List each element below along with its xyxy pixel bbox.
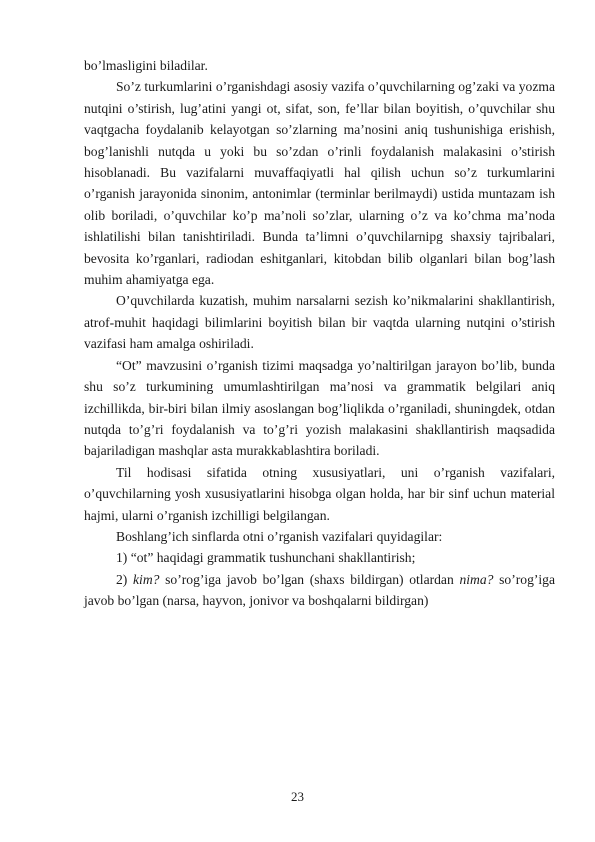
list-item: 1) “ot” haqidagi grammatik tushunchani shakllantirish;: [116, 550, 416, 566]
paragraph: Boshlang’ich sinflarda otni o’rganish vazifalari quyidagilar:: [116, 528, 443, 544]
paragraph: Til hodisasi sifatida otning xususiyatlari, uni o’rganish vazifalari, o’quvchilarning yosh xususiyatlarini hisobga olgan holda, har bir sinf uchun material hajmi, ularni o’rganish izchilligi belgilangan.: [84, 464, 555, 523]
emphasis-question: kim?: [133, 571, 160, 587]
text-run: so’rog’iga javob bo’lgan (shaxs bildirgan) otlardan: [165, 571, 454, 587]
paragraph-continuation: bo’lmasligini biladilar.: [84, 58, 208, 73]
document-body: [84, 55, 555, 612]
page-number: 23: [291, 789, 304, 804]
paragraph: O’quvchilarda kuzatish, muhim narsalarni sezish ko’nikmalarini shakllantirish, atrof-muhit haqidagi bilimlarini boyitish bilan bir vaqtda ularning nutqini o’stirish vazifasi ham amalga oshiriladi.: [84, 293, 555, 352]
text-run: so’rog’iga javob bo’lgan (narsa, hayvon, jonivor va boshqalarni bildirgan): [84, 571, 555, 609]
paragraph: “Ot” mavzusini o’rganish tizimi maqsadga yo’naltirilgan jarayon bo’lib, bunda shu so’z turkumining umumlashtirilgan ma’nosi va grammatik belgilari aniq izchillikda, bir-biri bilan ilmiy asoslangan bog’liqlikda o’rganiladi, shuningdek, otdan nutqda to’g’ri foydalanish va to’g’ri yozish malakasini shakllantirish maqsadida bajariladigan mashqlar asta murakkablashtira boriladi.: [84, 357, 555, 459]
emphasis-question: nima?: [459, 571, 494, 587]
list-item: [84, 569, 555, 612]
list-number: 2): [116, 571, 128, 587]
paragraph: So’z turkumlarini o’rganishdagi asosiy vazifa o’quvchilarning og’zaki va yozma nutqini o’stirish, lug’atini yangi ot, sifat, son, fe’llar bilan boyitish, o’quvchilar shu vaqtgacha foydalanib kelayotgan so’zlarning ma’nosini aniq tushunishiga erishish, bog’lanishli nutqda u yoki bu so’zdan o’rinli foydalanish malakasini o’stirish hisoblanadi. Bu vazifalarni muvaffaqiyatli hal qilish uchun so’z turkumlarini o’rganish jarayonida sinonim, antonimlar (terminlar berilmaydi) ustida muntazam ish olib boriladi, o’quvchilar ko’p ma’noli so’zlar, ularning o’z va ko’chma ma’noda ishlatilishi bilan tanishtiriladi. Bunda ta’limni o’quvchilarnipg shaxsiy tajribalari, bevosita ko’rganlari, radiodan eshitganlari, kitobdan bilib olganlari bilan bog’lash muhim ahamiyatga ega.: [84, 79, 555, 288]
